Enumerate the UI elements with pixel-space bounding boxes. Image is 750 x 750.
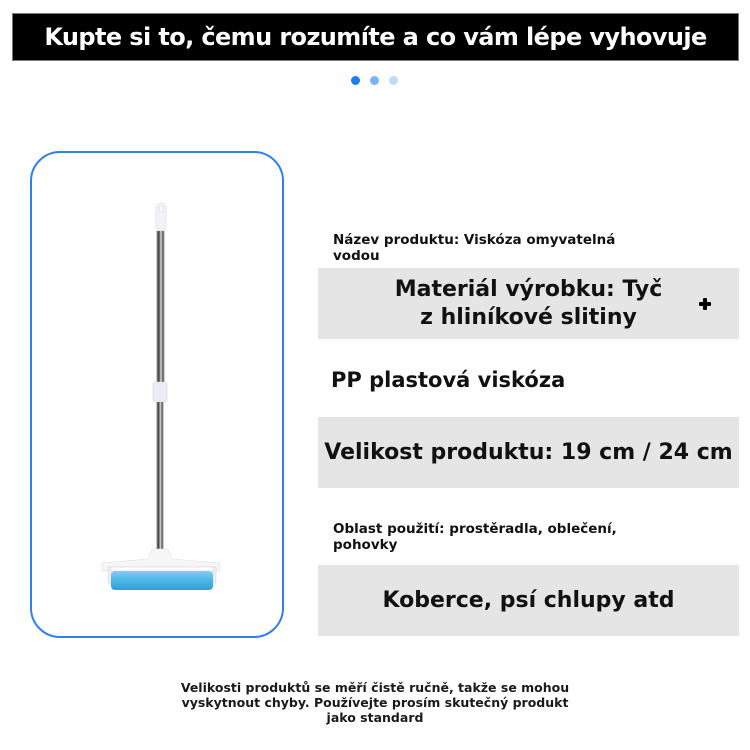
material-extra-label: PP plastová viskóza [331,368,566,392]
product-image-frame [30,151,284,638]
carousel-dot-3[interactable] [389,76,398,85]
size-band [318,417,739,488]
usage-extra-label: Koberce, psí chlupy atd [382,587,675,613]
size-label: Velikost produktu: 19 cm / 24 cm [324,439,733,465]
header-banner [12,13,739,61]
material-label: Materiál výrobku: Tyč z hliníkové slitiny [394,276,663,330]
carousel-indicator [351,76,398,85]
product-name-label: Název produktu: Viskóza omyvatelná vodou [333,232,616,264]
measurement-disclaimer: Velikosti produktů se měří čistě ručně, takže se mohou vyskytnout chyby. Používejte prosím skutečný produkt jako standard [180,680,570,725]
usage-area-label: Oblast použití: prostěradla, oblečení, pohovky [333,521,617,553]
header-title: Kupte si to, čemu rozumíte a co vám lépe vyhovuje [44,23,707,51]
plus-icon [699,298,711,310]
usage-band [318,565,739,636]
carousel-dot-1[interactable] [351,76,360,85]
material-band [318,268,739,339]
carousel-dot-2[interactable] [370,76,379,85]
lint-roller-image [32,153,282,636]
